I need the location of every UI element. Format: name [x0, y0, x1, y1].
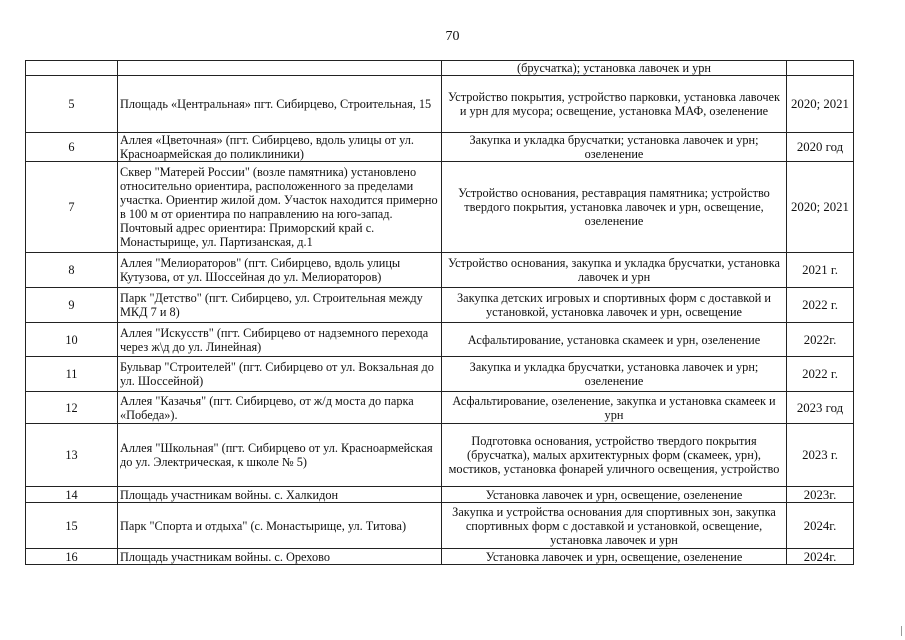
- works-cell: Закупка и укладка брусчатки; установка лавочек и урн; озеленение: [442, 133, 787, 162]
- year-cell: 2020; 2021: [787, 162, 854, 253]
- works-cell: Подготовка основания, устройство твердого покрытия (брусчатка), малых архитектурных форм (скамеек, урн), мостиков, установка фонарей уличного освещения, устройство: [442, 424, 787, 487]
- table-row: [26, 503, 854, 549]
- year-cell: 2022 г.: [787, 288, 854, 323]
- row-number-cell: 10: [26, 323, 118, 357]
- object-name-cell: Парк "Спорта и отдыха" (с. Монастырище, ул. Титова): [118, 503, 442, 549]
- year-cell: 2023 год: [787, 392, 854, 424]
- row-number-cell: 8: [26, 253, 118, 288]
- works-cell: (брусчатка); установка лавочек и урн: [442, 61, 787, 76]
- table-row: [26, 357, 854, 392]
- row-number-cell: 13: [26, 424, 118, 487]
- year-cell: 2020; 2021: [787, 76, 854, 133]
- row-number-cell: 5: [26, 76, 118, 133]
- table-row: [26, 549, 854, 565]
- object-name-cell: Аллея "Школьная" (пгт. Сибирцево от ул. Красноармейская до ул. Электрическая, к школе № 5): [118, 424, 442, 487]
- works-cell: Закупка и укладка брусчатки, установка лавочек и урн; озеленение: [442, 357, 787, 392]
- row-number-cell: 12: [26, 392, 118, 424]
- object-name-cell: [118, 61, 442, 76]
- table-row: [26, 76, 854, 133]
- object-name-cell: Сквер "Матерей России" (возле памятника) установлено относительно ориентира, расположенного за пределами участка. Ориентир жилой дом. Участок находится примерно в 100 м от ориентира по направлению на юго-запад. Почтовый адрес ориентира: Приморский край с. Монастырище, ул. Партизанская, д.1: [118, 162, 442, 253]
- year-cell: 2022 г.: [787, 357, 854, 392]
- object-name-cell: Парк "Детство" (пгт. Сибирцево, ул. Строительная между МКД 7 и 8): [118, 288, 442, 323]
- year-cell: [787, 61, 854, 76]
- scan-edge-mark: [901, 626, 902, 636]
- row-number-cell: 14: [26, 487, 118, 503]
- object-name-cell: Площадь участникам войны. с. Халкидон: [118, 487, 442, 503]
- works-cell: Закупка и устройства основания для спортивных зон, закупка спортивных форм с доставкой и установкой, освещение, установка лавочек и урн: [442, 503, 787, 549]
- improvement-objects-table: [25, 60, 854, 565]
- table-row: [26, 392, 854, 424]
- works-cell: Установка лавочек и урн, освещение, озеленение: [442, 487, 787, 503]
- year-cell: 2024г.: [787, 549, 854, 565]
- table-row: [26, 253, 854, 288]
- table-row: [26, 288, 854, 323]
- row-number-cell: 16: [26, 549, 118, 565]
- works-cell: Асфальтирование, озеленение, закупка и установка скамеек и урн: [442, 392, 787, 424]
- row-number-cell: 6: [26, 133, 118, 162]
- year-cell: 2020 год: [787, 133, 854, 162]
- table-body: [26, 61, 854, 565]
- works-cell: Устройство основания, закупка и укладка брусчатки, установка лавочек и урн: [442, 253, 787, 288]
- works-cell: Закупка детских игровых и спортивных форм с доставкой и установкой, установка лавочек и урн, освещение: [442, 288, 787, 323]
- row-number-cell: 15: [26, 503, 118, 549]
- object-name-cell: Аллея «Цветочная» (пгт. Сибирцево, вдоль улицы от ул. Красноармейская до поликлиники): [118, 133, 442, 162]
- table-row: [26, 162, 854, 253]
- works-cell: Устройство основания, реставрация памятника; устройство твердого покрытия, установка лавочек и урн, освещение, озеленение: [442, 162, 787, 253]
- works-cell: Устройство покрытия, устройство парковки, установка лавочек и урн для мусора; освещение, установка МАФ, озеленение: [442, 76, 787, 133]
- year-cell: 2021 г.: [787, 253, 854, 288]
- table-row-continuation: [26, 61, 854, 76]
- object-name-cell: Бульвар "Строителей" (пгт. Сибирцево от ул. Вокзальная до ул. Шоссейной): [118, 357, 442, 392]
- object-name-cell: Аллея "Искусств" (пгт. Сибирцево от надземного перехода через ж\д до ул. Линейная): [118, 323, 442, 357]
- year-cell: 2023 г.: [787, 424, 854, 487]
- object-name-cell: Аллея "Казачья" (пгт. Сибирцево, от ж/д моста до парка «Победа»).: [118, 392, 442, 424]
- year-cell: 2024г.: [787, 503, 854, 549]
- year-cell: 2023г.: [787, 487, 854, 503]
- object-name-cell: Площадь «Центральная» пгт. Сибирцево, Строительная, 15: [118, 76, 442, 133]
- page-number: 70: [445, 29, 460, 44]
- object-name-cell: Аллея "Мелиораторов" (пгт. Сибирцево, вдоль улицы Кутузова, от ул. Шоссейная до ул. Мелиораторов): [118, 253, 442, 288]
- table-row: [26, 323, 854, 357]
- table-row: [26, 424, 854, 487]
- works-cell: Асфальтирование, установка скамеек и урн, озеленение: [442, 323, 787, 357]
- object-name-cell: Площадь участникам войны. с. Орехово: [118, 549, 442, 565]
- row-number-cell: 7: [26, 162, 118, 253]
- year-cell: 2022г.: [787, 323, 854, 357]
- row-number-cell: 11: [26, 357, 118, 392]
- works-cell: Установка лавочек и урн, освещение, озеленение: [442, 549, 787, 565]
- table-row: [26, 133, 854, 162]
- row-number-cell: 9: [26, 288, 118, 323]
- row-number-cell: [26, 61, 118, 76]
- table-row: [26, 487, 854, 503]
